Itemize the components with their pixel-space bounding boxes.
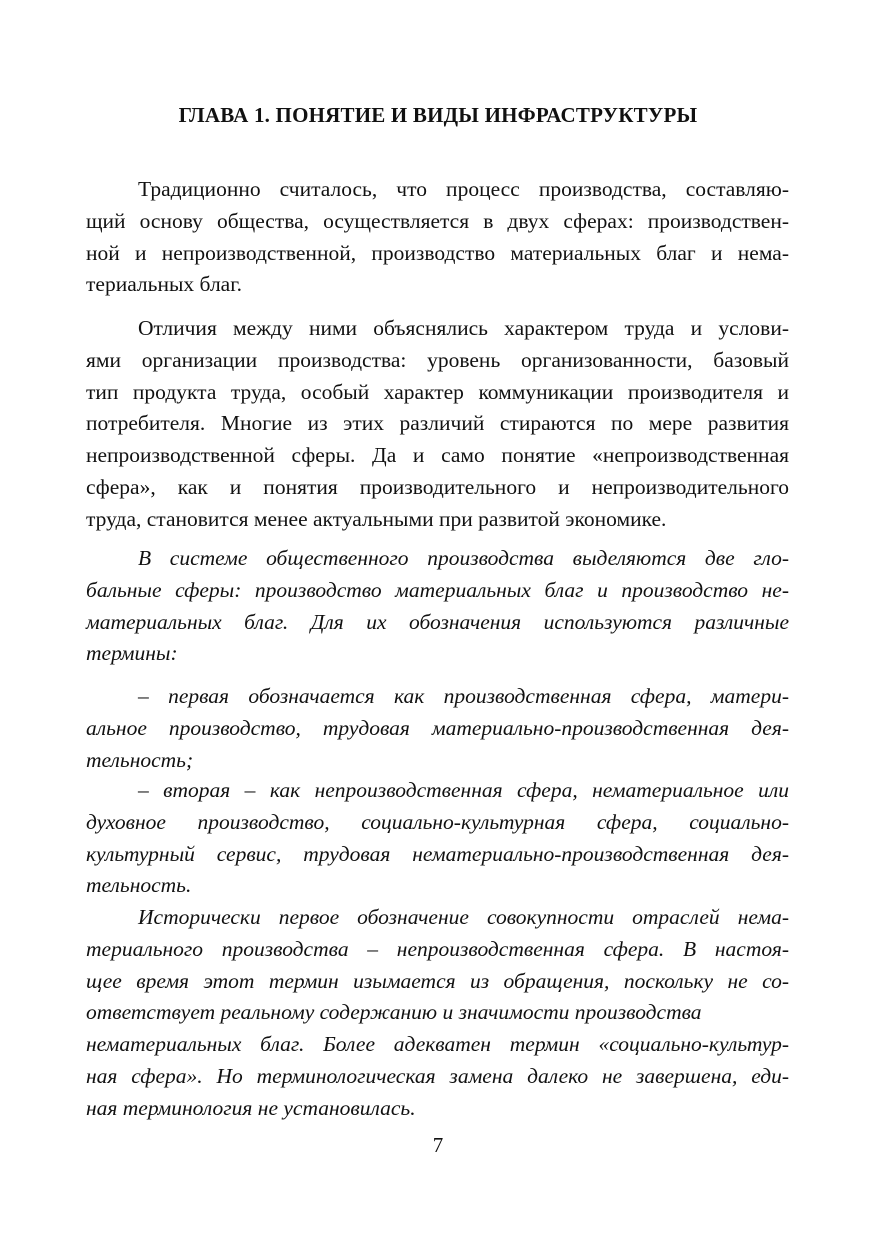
text-line: териального производства – непроизводственная сфера. В настоя- [86, 936, 789, 961]
paragraph-spheres [86, 543, 789, 670]
text-line: сфера», как и понятия производительного и непроизводительного [86, 474, 789, 499]
text-line: ной и непроизводственной, производство материальных благ и нема- [86, 240, 789, 265]
list-item-first [86, 681, 789, 776]
text-line: Исторически первое обозначение совокупности отраслей нема- [138, 905, 789, 929]
text-line: термины: [86, 641, 178, 666]
paragraph-historical [86, 902, 789, 1125]
text-line: труда, становится менее актуальными при развитой экономике. [86, 506, 667, 531]
text-line: – первая обозначается как производственная сфера, матери- [138, 684, 789, 708]
text-line: бальные сферы: производство материальных благ и производство не- [86, 577, 789, 602]
paragraph-differences [86, 313, 789, 536]
paragraph-intro [86, 174, 789, 301]
text-line: Отличия между ними объяснялись характером труда и услови- [138, 316, 789, 340]
text-line: В системе общественного производства выделяются две гло- [138, 546, 789, 570]
text-line: культурный сервис, трудовая нематериально-производственная дея- [86, 841, 789, 866]
text-line: ями организации производства: уровень организованности, базовый [86, 347, 789, 372]
text-line: материальных благ. Для их обозначения используются различные [86, 609, 789, 634]
text-line: тельность. [86, 873, 192, 898]
text-line: нематериальных благ. Более адекватен термин «социально-культур- [86, 1032, 789, 1057]
chapter-title: ГЛАВА 1. ПОНЯТИЕ И ВИДЫ ИНФРАСТРУКТУРЫ [178, 103, 698, 127]
text-line: щее время этот термин изымается из обращения, поскольку не со- [86, 968, 789, 993]
text-line: – вторая – как непроизводственная сфера, нематериальное или [138, 778, 789, 802]
page-number: 7 [432, 1133, 444, 1157]
text-line: ответствует реальному содержанию и значимости производства [86, 1000, 702, 1025]
text-line: непроизводственной сферы. Да и само понятие «непроизводственная [86, 443, 789, 468]
text-line: альное производство, трудовая материально-производственная дея- [86, 715, 789, 740]
text-line: ная сфера». Но терминологическая замена далеко не завершена, еди- [86, 1063, 789, 1088]
text-line: Традиционно считалось, что процесс производства, составляю- [138, 177, 789, 201]
text-line: щий основу общества, осуществляется в двух сферах: производствен- [86, 208, 789, 233]
text-line: ная терминология не установилась. [86, 1095, 416, 1120]
list-item-second [86, 775, 789, 902]
text-line: тельность; [86, 747, 194, 772]
text-line: потребителя. Многие из этих различий стираются по мере развития [86, 411, 789, 436]
text-line: териальных благ. [86, 272, 242, 297]
text-line: тип продукта труда, особый характер коммуникации производителя и [86, 379, 789, 404]
text-line: духовное производство, социально-культурная сфера, социально- [86, 809, 789, 834]
